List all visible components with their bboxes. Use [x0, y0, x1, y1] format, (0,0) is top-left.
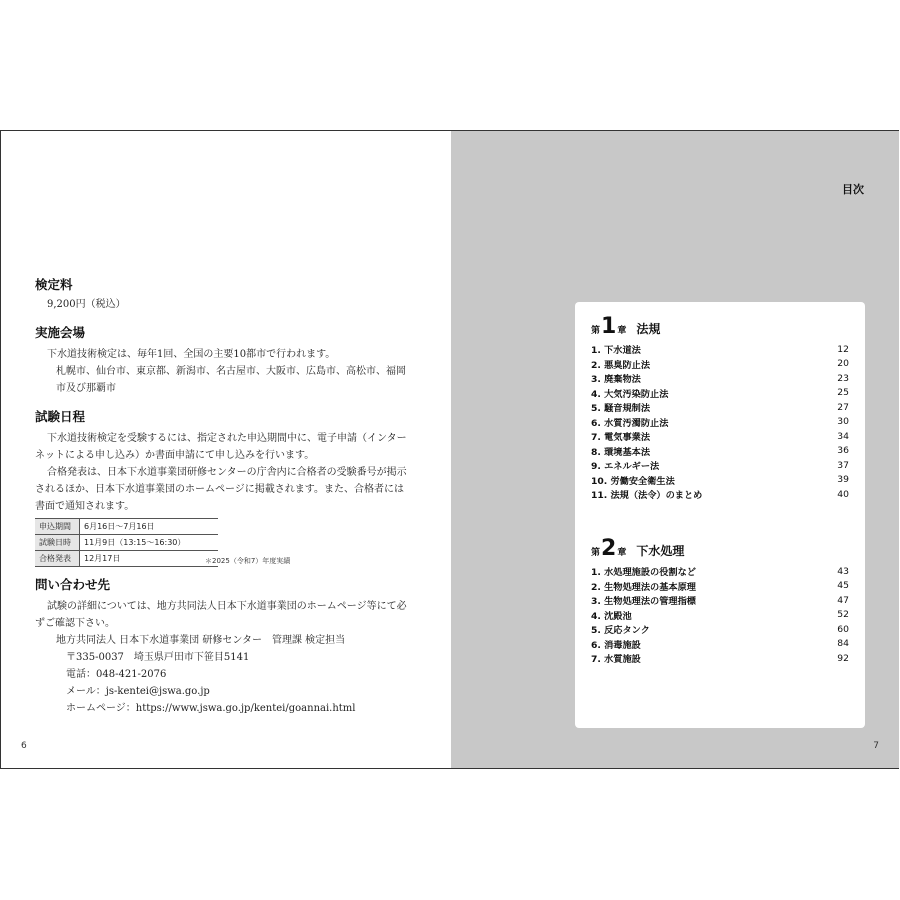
toc-item-page: 45 [837, 580, 849, 592]
left-page [1, 131, 451, 768]
contact-line: 試験の詳細については、地方共同法人日本下水道事業団のホームページ等にて必 [47, 601, 407, 612]
book-spread [0, 130, 899, 769]
contact-line: ずご確認下さい。 [35, 618, 115, 629]
page-number-right: 7 [873, 741, 879, 751]
schedule-line: されるほか、日本下水道事業団のホームページに掲載されます。また、合格者には [35, 484, 404, 495]
toc-item-label: 9. エネルギー法 [591, 461, 660, 473]
chapter-number: 2 [601, 536, 617, 561]
table-label: 試験日時 [35, 535, 80, 551]
toc-item[interactable] [591, 458, 849, 473]
toc-item-page: 20 [837, 358, 849, 370]
table-value: 6月16日～7月16日 [80, 519, 219, 535]
schedule-line: 書面で通知されます。 [35, 501, 135, 512]
toc-item-page: 60 [837, 623, 849, 635]
toc-item-page: 12 [837, 343, 849, 355]
venue-heading: 実施会場 [35, 325, 86, 340]
toc-label: 目次 [842, 183, 864, 196]
toc-item-page: 84 [837, 638, 849, 650]
toc-item-label: 2. 悪臭防止法 [591, 359, 651, 371]
toc-item[interactable] [591, 651, 849, 666]
schedule-note: ＊2025（令和7）年度実績 [205, 557, 291, 565]
chapter-heading [591, 314, 660, 339]
toc-item[interactable] [591, 357, 849, 372]
toc-item-label: 10. 労働安全衛生法 [591, 475, 675, 487]
toc-item[interactable] [591, 429, 849, 444]
toc-item-page: 92 [837, 652, 849, 664]
toc-item-label: 11. 法規（法令）のまとめ [591, 490, 703, 502]
fee-body: 9,200円（税込） [47, 299, 126, 310]
toc-item[interactable] [591, 564, 849, 579]
toc-item[interactable] [591, 608, 849, 623]
page-number-left: 6 [21, 741, 27, 751]
toc-item-label: 7. 水質施設 [591, 654, 641, 666]
contact-line: 〒335-0037 埼玉県戸田市下笹目5141 [66, 652, 250, 663]
table-row [35, 535, 218, 551]
toc-item-label: 5. 騒音規制法 [591, 403, 651, 415]
venue-line: 札幌市、仙台市、東京都、新潟市、名古屋市、大阪市、広島市、高松市、福岡 [56, 366, 406, 377]
toc-card [575, 302, 865, 728]
toc-item-label: 5. 反応タンク [591, 625, 650, 637]
schedule-line: 合格発表は、日本下水道事業団研修センターの庁舎内に合格者の受験番号が掲示 [47, 467, 407, 478]
toc-item-page: 36 [837, 445, 849, 457]
schedule-line: ネットによる申し込み）か書面申請にて申し込みを行います。 [35, 450, 315, 461]
toc-item-page: 23 [837, 372, 849, 384]
toc-list [591, 342, 849, 502]
toc-item-page: 47 [837, 594, 849, 606]
chapter-number: 1 [601, 314, 617, 339]
schedule-table [35, 518, 218, 567]
toc-item-label: 3. 生物処理法の管理指標 [591, 596, 696, 608]
chapter-prefix: 第 [591, 326, 601, 336]
right-page [451, 131, 899, 768]
toc-item-label: 1. 水処理施設の役割など [591, 567, 696, 579]
toc-item[interactable] [591, 371, 849, 386]
chapter-suffix: 章 [617, 326, 627, 336]
toc-item[interactable] [591, 386, 849, 401]
toc-item[interactable] [591, 415, 849, 430]
toc-item[interactable] [591, 487, 849, 502]
chapter-title: 下水処理 [636, 544, 685, 558]
toc-item[interactable] [591, 593, 849, 608]
venue-line: 市及び那覇市 [56, 383, 116, 394]
chapter-suffix: 章 [617, 548, 627, 558]
toc-item-label: 3. 廃棄物法 [591, 374, 641, 386]
chapter-title: 法規 [636, 322, 661, 336]
toc-item[interactable] [591, 579, 849, 594]
venue-line: 下水道技術検定は、毎年1回、全国の主要10都市で行われます。 [47, 349, 336, 360]
toc-item-page: 39 [837, 474, 849, 486]
toc-item-label: 6. 消毒施設 [591, 639, 641, 651]
toc-item[interactable] [591, 444, 849, 459]
toc-item-label: 6. 水質汚濁防止法 [591, 417, 669, 429]
toc-item-label: 2. 生物処理法の基本原理 [591, 581, 696, 593]
table-row [35, 519, 218, 535]
contact-line: 地方共同法人 日本下水道事業団 研修センター 管理課 検定担当 [56, 635, 346, 646]
fee-heading: 検定料 [35, 277, 73, 292]
toc-item[interactable] [591, 473, 849, 488]
toc-item-page: 37 [837, 459, 849, 471]
toc-item[interactable] [591, 342, 849, 357]
table-value: 12月17日 [80, 551, 219, 567]
toc-item-label: 4. 沈殿池 [591, 610, 632, 622]
table-row [35, 551, 218, 567]
toc-item-page: 40 [837, 488, 849, 500]
contact-heading: 問い合わせ先 [35, 577, 111, 592]
table-label: 合格発表 [35, 551, 80, 567]
toc-item-label: 1. 下水道法 [591, 345, 641, 357]
toc-item-label: 4. 大気汚染防止法 [591, 388, 669, 400]
toc-item-page: 27 [837, 401, 849, 413]
table-label: 申込期間 [35, 519, 80, 535]
table-value: 11月9日（13:15～16:30） [80, 535, 219, 551]
toc-item[interactable] [591, 400, 849, 415]
toc-item-page: 52 [837, 609, 849, 621]
toc-item[interactable] [591, 637, 849, 652]
chapter-heading [591, 536, 684, 561]
contact-line: 電話：048-421-2076 [66, 669, 167, 680]
toc-list [591, 564, 849, 666]
toc-item-label: 8. 環境基本法 [591, 446, 651, 458]
toc-item-page: 30 [837, 416, 849, 428]
contact-line: ホームページ：https://www.jswa.go.jp/kentei/goannai.html [66, 703, 356, 714]
contact-line: メール：js-kentei@jswa.go.jp [66, 686, 210, 697]
chapter-prefix: 第 [591, 548, 601, 558]
toc-item-page: 25 [837, 387, 849, 399]
toc-item-label: 7. 電気事業法 [591, 432, 651, 444]
schedule-heading: 試験日程 [35, 409, 86, 424]
toc-item[interactable] [591, 622, 849, 637]
toc-item-page: 34 [837, 430, 849, 442]
toc-item-page: 43 [837, 565, 849, 577]
schedule-line: 下水道技術検定を受験するには、指定された申込期間中に、電子申請（インター [47, 433, 407, 444]
